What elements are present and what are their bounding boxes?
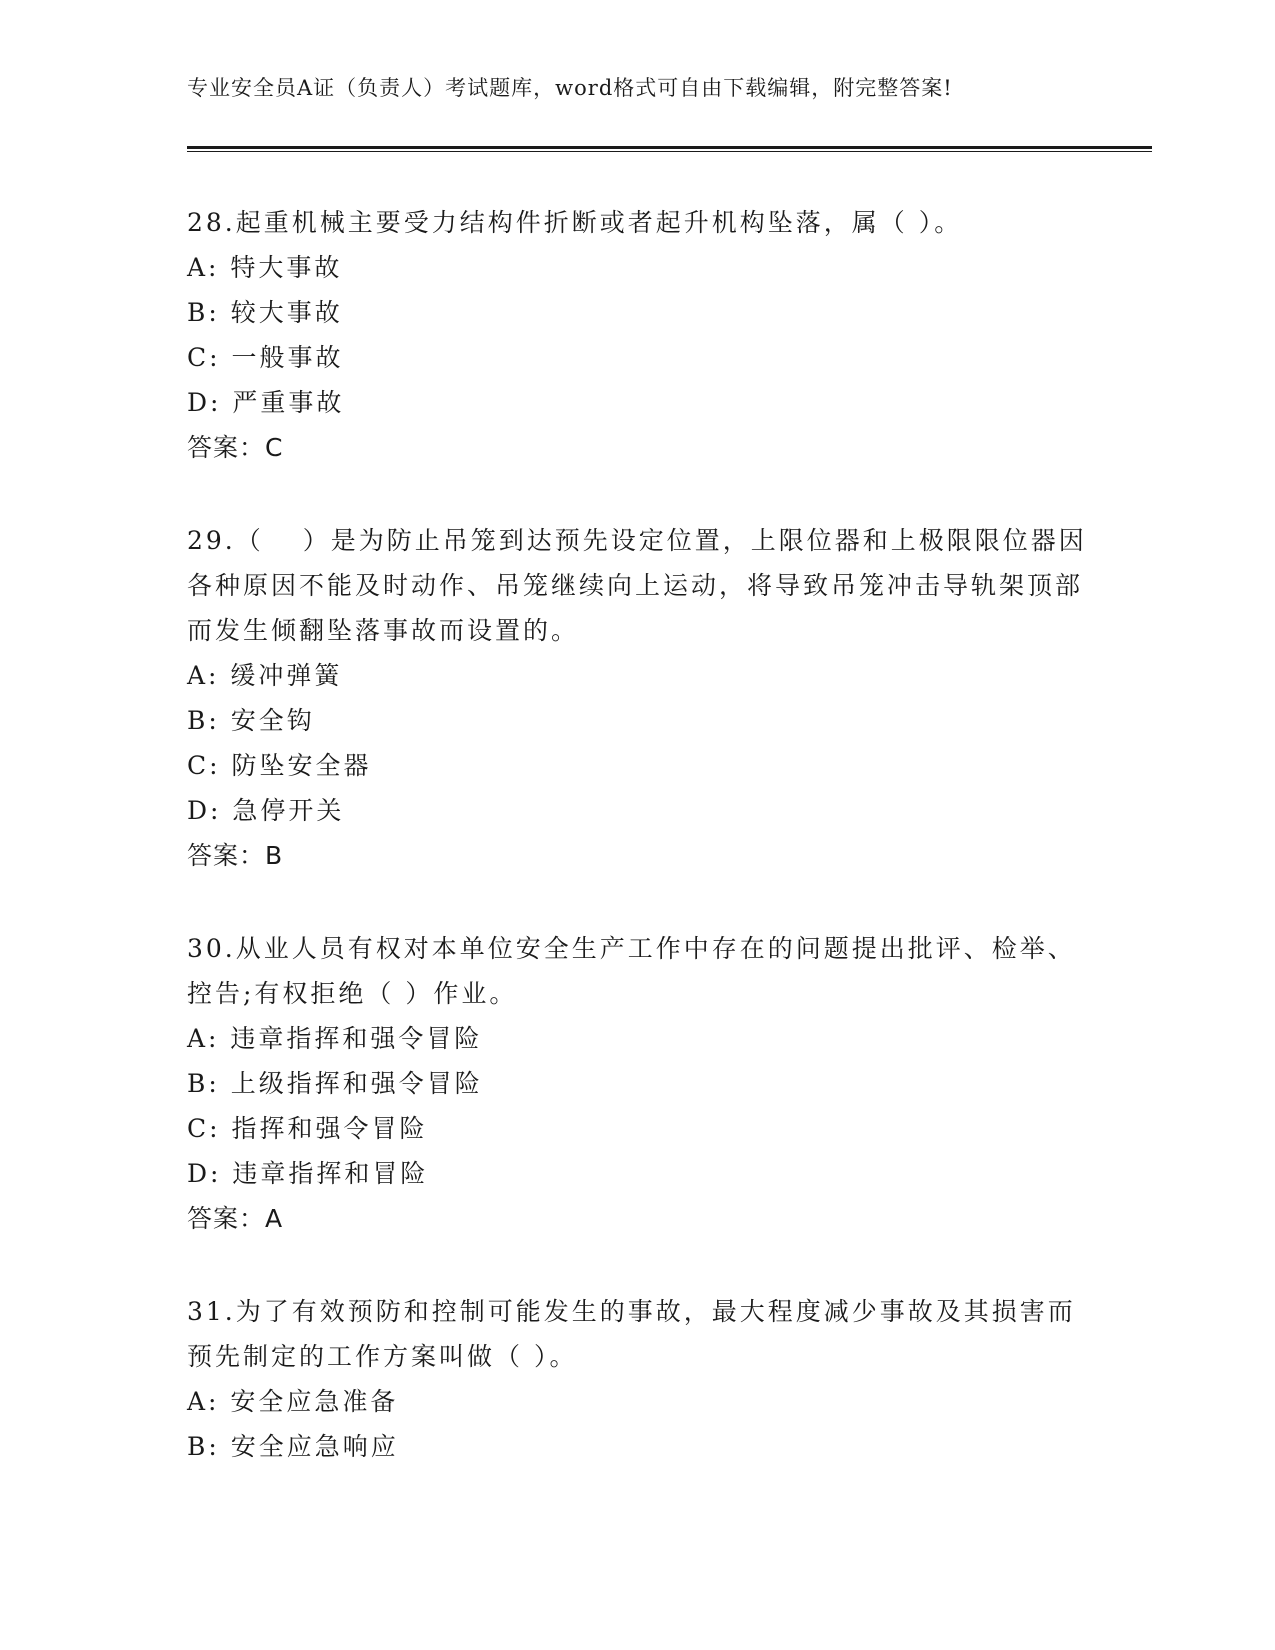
option-b: B: 安全应急响应 — [187, 1432, 399, 1461]
question-stem: 29.（ ）是为防止吊笼到达预先设定位置，上限位器和上极限限位器因各种原因不能及时动作、吊笼继续向上运动，将导致吊笼冲击导轨架顶部而发生倾翻坠落事故而设置的。 — [187, 526, 1087, 645]
question-stem: 28.起重机械主要受力结构件折断或者起升机构坠落，属（ ）。 — [187, 208, 963, 237]
option-b: B: 上级指挥和强令冒险 — [187, 1069, 483, 1098]
option-d: D: 急停开关 — [187, 796, 345, 825]
option-a: A: 特大事故 — [187, 253, 343, 282]
header-rule-thin — [187, 151, 1152, 152]
question-list — [187, 200, 1087, 1517]
question-31 — [187, 1289, 1087, 1469]
option-b: B: 安全钩 — [187, 706, 315, 735]
option-d: D: 违章指挥和冒险 — [187, 1159, 429, 1188]
question-29 — [187, 518, 1087, 878]
page-header: 专业安全员A证（负责人）考试题库，word格式可自由下载编辑，附完整答案! — [187, 76, 953, 100]
option-b: B: 较大事故 — [187, 298, 343, 327]
question-stem: 31.为了有效预防和控制可能发生的事故，最大程度减少事故及其损害而预先制定的工作方案叫做（ ）。 — [187, 1297, 1076, 1371]
header-rule-thick — [187, 146, 1152, 149]
option-c: C: 一般事故 — [187, 343, 344, 372]
option-a: A: 违章指挥和强令冒险 — [187, 1024, 483, 1053]
option-c: C: 指挥和强令冒险 — [187, 1114, 428, 1143]
option-c: C: 防坠安全器 — [187, 751, 372, 780]
option-a: A: 安全应急准备 — [187, 1387, 399, 1416]
option-d: D: 严重事故 — [187, 388, 345, 417]
question-30 — [187, 926, 1087, 1241]
answer-line: 答案：B — [187, 841, 284, 870]
option-a: A: 缓冲弹簧 — [187, 661, 343, 690]
question-stem: 30.从业人员有权对本单位安全生产工作中存在的问题提出批评、检举、控告;有权拒绝（ ）作业。 — [187, 934, 1076, 1008]
answer-line: 答案：A — [187, 1204, 284, 1233]
answer-line: 答案：C — [187, 433, 284, 462]
question-28 — [187, 200, 1087, 470]
